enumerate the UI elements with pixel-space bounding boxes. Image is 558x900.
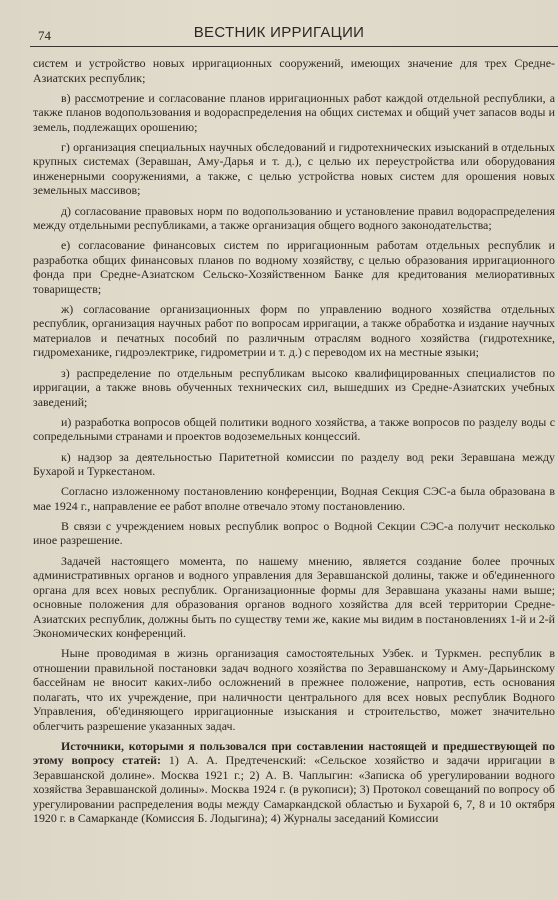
list-item-i: и) разработка вопросов общей политики водного хозяйства, а также вопросов по разделу воды с сопредельными странами и проектов водоземельных концессий. [33, 414, 555, 444]
list-item-z: з) распределение по отдельным республикам высоко квалифицированных специалистов по ирригации, а также вновь обученных технических сил, вышедших из Средне-Азиатских учебных заведений; [33, 365, 555, 409]
page-number: 74 [38, 28, 51, 43]
header-rule [30, 46, 558, 47]
journal-title: ВЕСТНИК ИРРИГАЦИИ [193, 24, 365, 41]
sources-text: 1) А. А. Предтеченский: «Сельское хозяйство и задачи ирригации в Зеравшанской долине». Москва 1921 г.; 2) А. В. Чаплыгин: «Записка об урегулировании водного хозяйства Зеравшанской долины». Москва 1924 г. (в рукописи); 3) Протокол совещаний по вопросу об урегулировании распределения воды между Самаркандской областью и Бухарой 6, 7, 8 и 10 октября 1920 г. в Самарканде (Комиссия Б. Лодыгина); 4) Журналы заседаний Комиссии [33, 753, 555, 826]
paragraph-organization: Ныне проводимая в жизнь организация самостоятельных Узбек. и Туркмен. республик в отношении правильной постановки задач водного хозяйства по Зеравшанскому и Аму-Дарьинскому бассейнам не вносит каких-либо осложнений в прежнее положение, напротив, есть основания полагать, что их учреждение, при наличности центрального для всех новых республик Водного Управления, об'единяющего ирригационные изыскания и строительство, может значительно облегчить разрешение указанных задач. [33, 646, 555, 733]
list-item-e: е) согласование финансовых систем по ирригационным работам отдельных республик и разработка общих финансовых планов по водному хозяйству, с целью образования ирригационного фонда при Средне-Азиатском Сельско-Хозяйственном Банке для кредитования мелиоративных товариществ; [33, 238, 555, 296]
list-item-zh: ж) согласование организационных форм по управлению водного хозяйства отдельных республик, организация научных работ по вопросам ирригации, а также обработка и издание научных материалов и печатных пособий по различным отраслям водного хозяйства (гидротехнике, гидромеханике, гидроэлектрике, гидрометрии и т. д.) с переводом их на местные языки; [33, 301, 555, 360]
list-item-v: в) рассмотрение и согласование планов ирригационных работ каждой отдельной республики, а также планов водопользования и водораспределения на общих системах и общий учет запасов воды и земель, подлежащих орошению; [33, 90, 555, 134]
sources-paragraph [33, 739, 555, 826]
paragraph-continuation: систем и устройство новых ирригационных сооружений, имеющих значение для трех Средне-Азиатских республик; [33, 56, 555, 85]
list-item-d: д) согласование правовых норм по водопользованию и установление правил водораспределения между отдельными республиками, а также организация общего водного законодательства; [33, 203, 555, 233]
paragraph-new-republics: В связи с учреждением новых республик вопрос о Водной Секции СЭС-а получит несколько иное разрешение. [33, 518, 555, 548]
list-item-g: г) организация специальных научных обследований и гидротехнических изысканий в отдельных крупных системах (Зеравшан, Аму-Дарья и т. д.), с целью их переустройства или оборудования инженерными сооружениями, а также, с целью устройства новых систем для орошения новых земельных массивов; [33, 139, 555, 198]
page-header [0, 20, 558, 46]
article-body [33, 56, 555, 832]
paragraph-tasks: Задачей настоящего момента, по нашему мнению, является создание более прочных административных органов и водного управления для Зеравшанской долины, также и об'единенного органа для всех новых республик. Организационные формы для Зеравшана указаны нами выше; основные положения для образования органов водного хозяйства для всей территории Средне-Азиатских республик, должны быть по существу теми же, какие мы видим в постановлениях 1-й и 2-й Экономических конференций. [33, 553, 555, 641]
list-item-k: к) надзор за деятельностью Паритетной комиссии по разделу вод реки Зеравшана между Бухарой и Туркестаном. [33, 449, 555, 478]
sources-heading: Источники, которыми я пользовался при составлении настоящей и предшествующей по этому вопросу статей: [33, 738, 555, 768]
paragraph-water-section: Согласно изложенному постановлению конференции, Водная Секция СЭС-а была образована в мае 1924 г., направление ее работ вполне отвечало этому постановлению. [33, 484, 555, 513]
